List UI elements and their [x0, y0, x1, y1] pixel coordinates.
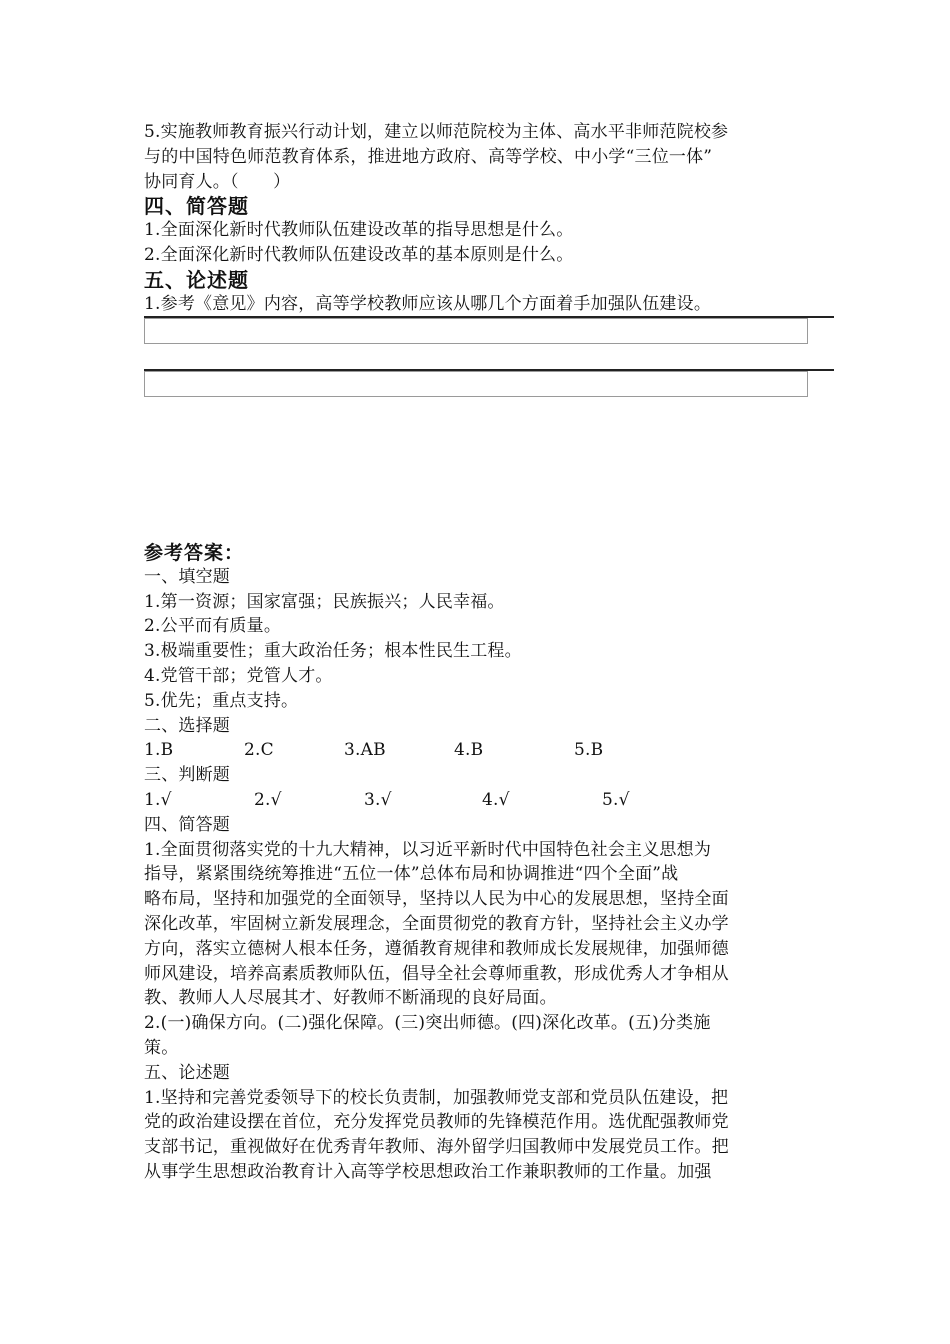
- q5-block: [144, 120, 814, 194]
- fill-item-1: 1.第一资源；国家富强；民族振兴；人民幸福。: [144, 591, 505, 612]
- fill-item-3: 3.极端重要性；重大政治任务；根本性民生工程。: [144, 641, 522, 662]
- judge-title: 三、判断题: [144, 765, 230, 786]
- rule-line: [144, 316, 834, 318]
- choice-4: 4.B: [454, 740, 484, 761]
- short-title: 四、简答题: [144, 814, 230, 835]
- section4-title: 四、简答题: [144, 194, 249, 219]
- judge-2: 2.√: [254, 789, 282, 810]
- section4-q2: 2.全面深化新时代教师队伍建设改革的基本原则是什么。: [144, 245, 574, 266]
- judge-4: 4.√: [482, 789, 510, 810]
- short-line: 策。: [144, 1037, 179, 1058]
- fill-title: 一、填空题: [144, 566, 230, 587]
- essay-line: 党的政治建设摆在首位，充分发挥党员教师的先锋模范作用。选优配强教师党: [144, 1112, 729, 1133]
- short-line: 2.(一)确保方向。(二)强化保障。(三)突出师德。(四)深化改革。(五)分类施: [144, 1013, 711, 1034]
- essay-line: 支部书记，重视做好在优秀青年教师、海外留学归国教师中发展党员工作。把: [144, 1137, 729, 1158]
- essay-line: 从事学生思想政治教育计入高等学校思想政治工作兼职教师的工作量。加强: [144, 1161, 712, 1182]
- choice-1: 1.B: [144, 740, 174, 761]
- q5-line-2: 与的中国特色师范教育体系，推进地方政府、高等学校、中小学“三位一体”: [144, 146, 713, 167]
- answer-box-1[interactable]: [144, 318, 808, 344]
- answers-title: 参考答案：: [144, 541, 245, 564]
- essay-line: 1.坚持和完善党委领导下的校长负责制，加强教师党支部和党员队伍建设，把: [144, 1087, 729, 1108]
- essay-title: 五、论述题: [144, 1062, 230, 1083]
- q5-line-3: 协同育人。（ ）: [144, 171, 291, 192]
- document-page: [144, 120, 814, 1185]
- judge-5: 5.√: [602, 789, 630, 810]
- choice-5: 5.B: [574, 740, 604, 761]
- choice-2: 2.C: [244, 740, 274, 761]
- judge-answers: [144, 788, 814, 813]
- short-line: 1.全面贯彻落实党的十九大精神，以习近平新时代中国特色社会主义思想为: [144, 839, 712, 860]
- section4-q1: 1.全面深化新时代教师队伍建设改革的指导思想是什么。: [144, 220, 574, 241]
- fill-item-5: 5.优先；重点支持。: [144, 690, 299, 711]
- fill-item-2: 2.公平而有质量。: [144, 616, 282, 637]
- short-line: 略布局，坚持和加强党的全面领导，坚持以人民为中心的发展思想，坚持全面: [144, 889, 729, 910]
- choice-3: 3.AB: [344, 740, 386, 761]
- short-line: 方向，落实立德树人根本任务，遵循教育规律和教师成长发展规律，加强师德: [144, 938, 729, 959]
- section5-q1: 1.参考《意见》内容，高等学校教师应该从哪几个方面着手加强队伍建设。: [144, 293, 712, 314]
- rule-line: [144, 369, 834, 371]
- answer-box-2[interactable]: [144, 371, 808, 397]
- short-line: 指导，紧紧围绕统筹推进“五位一体”总体布局和协调推进“四个全面”战: [144, 864, 679, 885]
- section5-title: 五、论述题: [144, 267, 249, 292]
- short-line: 师风建设，培养高素质教师队伍，倡导全社会尊师重教，形成优秀人才争相从: [144, 963, 729, 984]
- short-line: 深化改革，牢固树立新发展理念，全面贯彻党的教育方针，坚持社会主义办学: [144, 913, 729, 934]
- short-line: 教、教师人人尽展其才、好教师不断涌现的良好局面。: [144, 988, 557, 1009]
- q5-line-1: 5.实施教师教育振兴行动计划，建立以师范院校为主体、高水平非师范院校参: [144, 122, 729, 142]
- judge-3: 3.√: [364, 789, 392, 810]
- fill-item-4: 4.党管干部；党管人才。: [144, 665, 333, 686]
- judge-1: 1.√: [144, 789, 172, 810]
- choice-answers: [144, 738, 814, 763]
- choice-title: 二、选择题: [144, 715, 230, 736]
